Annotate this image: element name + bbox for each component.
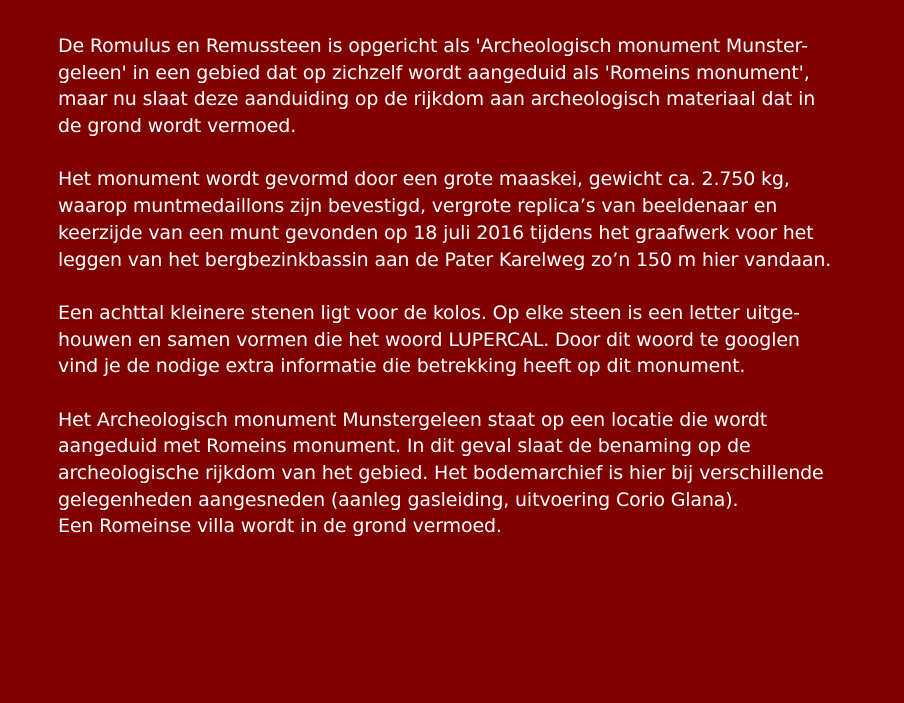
text-line: houwen en samen vormen die het woord LUPERCAL. Door dit woord te googlen <box>58 328 800 351</box>
text-line: aangeduid met Romeins monument. In dit geval slaat de benaming op de <box>58 435 751 458</box>
text-line: Een Romeinse villa wordt in de grond vermoed. <box>58 515 502 538</box>
paragraph-location <box>58 407 888 540</box>
text-line: Het monument wordt gevormd door een grote maaskei, gewicht ca. 2.750 kg, <box>58 168 790 191</box>
text-line: waarop muntmedaillons zijn bevestigd, vergrote replica’s van beeldenaar en <box>58 195 778 218</box>
text-line: keerzijde van een munt gevonden op 18 juli 2016 tijdens het graafwerk voor het <box>58 221 814 244</box>
paragraph-stones <box>58 300 888 380</box>
text-line: gelegenheden aangesneden (aanleg gasleiding, uitvoering Corio Glana). <box>58 488 739 511</box>
text-line: De Romulus en Remussteen is opgericht als 'Archeologisch monument Munster- <box>58 35 808 57</box>
text-line: geleen' in een gebied dat op zichzelf wordt aangeduid als 'Romeins monument', <box>58 61 810 84</box>
text-line: Het Archeologisch monument Munstergeleen staat op een locatie die wordt <box>58 408 768 431</box>
paragraph-monument <box>58 166 888 273</box>
text-line: vind je de nodige extra informatie die betrekking heeft op dit monument. <box>58 355 746 378</box>
text-line: maar nu slaat deze aanduiding op de rijkdom aan archeologisch materiaal dat in <box>58 88 816 111</box>
text-line: Een achttal kleinere stenen ligt voor de kolos. Op elke steen is een letter uitge- <box>58 301 800 324</box>
text-line: archeologische rijkdom van het gebied. Het bodemarchief is hier bij verschillende <box>58 462 824 484</box>
paragraph-intro <box>58 33 888 140</box>
text-line: leggen van het bergbezinkbassin aan de Pater Karelweg zo’n 150 m hier vandaan. <box>58 248 832 271</box>
body-text <box>58 33 888 540</box>
text-line: de grond wordt vermoed. <box>58 115 297 138</box>
